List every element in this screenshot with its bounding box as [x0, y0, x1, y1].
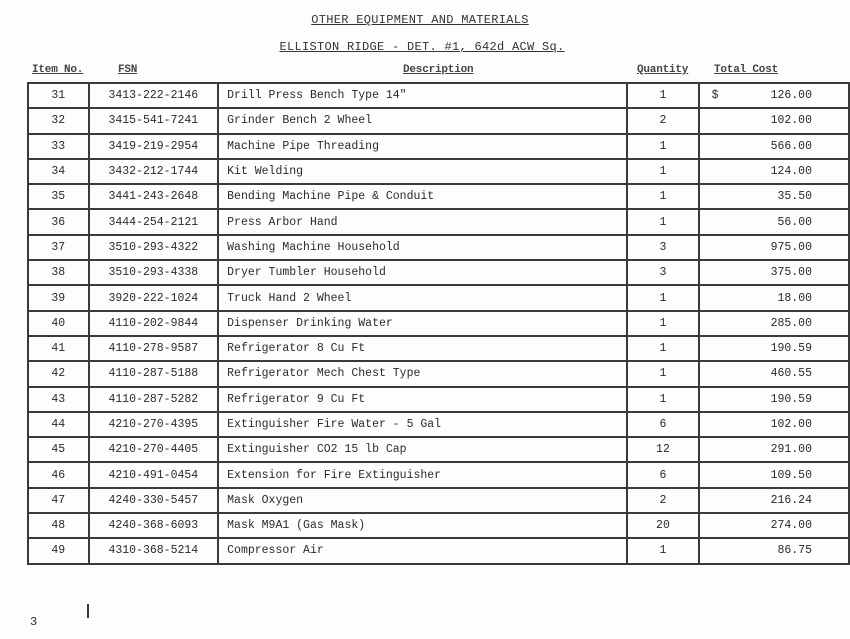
total-cost-cell-text: 566.00	[770, 139, 812, 153]
item-no-cell	[28, 83, 89, 108]
item-no-cell	[28, 361, 89, 386]
fsn-cell-text: 3415-541-7241	[108, 114, 199, 128]
fsn-cell-text: 3413-222-2146	[108, 89, 199, 103]
fsn-cell	[89, 209, 219, 234]
fsn-cell	[89, 513, 219, 538]
description-cell-text: Kit Welding	[227, 165, 304, 179]
fsn-cell	[89, 260, 219, 285]
fsn-cell-text: 4240-368-6093	[108, 519, 199, 533]
description-cell	[218, 134, 627, 159]
item-no-cell	[28, 108, 89, 133]
description-cell-text: Extinguisher Fire Water - 5 Gal	[227, 418, 442, 431]
fsn-cell	[89, 108, 219, 133]
total-cost-cell-text: 274.00	[770, 519, 812, 533]
fsn-cell-text: 4310-368-5214	[108, 544, 199, 558]
description-cell	[218, 209, 627, 234]
item-no-cell-text: 49	[51, 544, 66, 558]
fsn-cell	[89, 184, 219, 209]
item-no-cell-text: 39	[51, 291, 66, 305]
description-cell	[218, 412, 627, 437]
quantity-cell	[627, 387, 698, 412]
total-cost-cell	[699, 134, 849, 159]
description-cell-text: Refrigerator Mech Chest Type	[227, 367, 421, 381]
total-cost-cell-text: 190.59	[770, 342, 812, 356]
description-cell	[218, 336, 627, 361]
item-no-cell-text: 46	[51, 468, 66, 482]
fsn-cell	[89, 387, 219, 412]
column-header-item-no: Item No.	[32, 64, 84, 76]
document-subtitle: ELLISTON RIDGE - DET. #1, 642d ACW Sq.	[279, 40, 565, 54]
fsn-cell-text: 4240-330-5457	[108, 493, 199, 507]
item-no-cell-text: 31	[51, 89, 66, 103]
total-cost-cell	[699, 437, 849, 462]
item-no-cell	[28, 159, 89, 184]
quantity-cell-text: 1	[659, 291, 667, 305]
quantity-cell-text: 1	[659, 165, 667, 179]
fsn-cell	[89, 336, 219, 361]
quantity-cell	[627, 336, 698, 361]
quantity-cell-text: 3	[659, 266, 667, 280]
fsn-cell-text: 4110-287-5188	[108, 367, 199, 381]
description-cell	[218, 260, 627, 285]
description-cell-text: Machine Pipe Threading	[227, 139, 379, 153]
description-cell-text: Dispenser Drinking Water	[227, 316, 393, 330]
quantity-cell	[627, 412, 698, 437]
fsn-cell-text: 3510-293-4338	[108, 266, 199, 280]
description-cell-text: Refrigerator 9 Cu Ft	[227, 392, 366, 406]
quantity-cell-text: 1	[659, 190, 667, 204]
table-row	[28, 336, 849, 361]
quantity-cell-text: 1	[659, 139, 667, 153]
description-cell	[218, 538, 627, 563]
item-no-cell-text: 35	[51, 190, 66, 204]
item-no-cell-text: 37	[51, 240, 66, 254]
quantity-cell	[627, 311, 698, 336]
fsn-cell	[89, 412, 219, 437]
total-cost-cell-text: 124.00	[770, 165, 812, 179]
item-no-cell-text: 36	[51, 215, 66, 229]
fsn-cell	[89, 134, 219, 159]
total-cost-cell	[699, 361, 849, 386]
description-cell	[218, 488, 627, 513]
item-no-cell	[28, 488, 89, 513]
description-cell-text: Refrigerator 8 Cu Ft	[227, 342, 366, 356]
fsn-cell	[89, 488, 219, 513]
description-cell	[218, 513, 627, 538]
table-row	[28, 285, 849, 310]
total-cost-cell-text: 56.00	[777, 215, 812, 229]
fsn-cell	[89, 235, 219, 260]
description-cell-text: Drill Press Bench Type 14"	[227, 89, 407, 103]
total-cost-cell-text: 35.50	[777, 190, 812, 204]
table-row	[28, 361, 849, 386]
total-cost-cell-text: 102.00	[770, 114, 812, 128]
item-no-cell-text: 42	[51, 367, 66, 381]
fsn-cell	[89, 159, 219, 184]
quantity-cell	[627, 538, 698, 563]
table-row	[28, 412, 849, 437]
description-cell-text: Washing Machine Household	[227, 240, 400, 254]
table-row	[28, 538, 849, 563]
quantity-cell	[627, 235, 698, 260]
table-row	[28, 260, 849, 285]
item-no-cell-text: 38	[51, 266, 66, 280]
description-cell-text: Extension for Fire Extinguisher	[227, 468, 442, 482]
fsn-cell-text: 3432-212-1744	[108, 165, 199, 179]
quantity-cell-text: 1	[659, 392, 667, 406]
total-cost-cell-text: 18.00	[777, 291, 812, 305]
total-cost-cell-text: 460.55	[770, 367, 812, 381]
page-number: 3	[30, 615, 38, 629]
table-row	[28, 235, 849, 260]
total-cost-cell-text: 975.00	[770, 240, 812, 254]
total-cost-cell-text: 375.00	[770, 266, 812, 280]
total-cost-cell-text: 109.50	[770, 468, 812, 482]
equipment-table	[27, 82, 850, 565]
table-row	[28, 209, 849, 234]
item-no-cell	[28, 513, 89, 538]
total-cost-cell	[699, 513, 849, 538]
item-no-cell	[28, 184, 89, 209]
quantity-cell-text: 1	[659, 367, 667, 381]
quantity-cell	[627, 134, 698, 159]
column-header-total-cost: Total Cost	[714, 64, 779, 76]
table-row	[28, 311, 849, 336]
quantity-cell-text: 1	[659, 89, 667, 103]
quantity-cell-text: 20	[656, 519, 670, 533]
item-no-cell	[28, 311, 89, 336]
total-cost-cell	[699, 488, 849, 513]
fsn-cell-text: 4210-491-0454	[108, 468, 199, 482]
table-row	[28, 108, 849, 133]
description-cell	[218, 285, 627, 310]
quantity-cell-text: 12	[656, 443, 670, 457]
item-no-cell-text: 33	[51, 139, 66, 153]
total-cost-cell	[699, 311, 849, 336]
quantity-cell	[627, 159, 698, 184]
total-cost-cell-text: 285.00	[770, 316, 812, 330]
item-no-cell	[28, 462, 89, 487]
fsn-cell	[89, 462, 219, 487]
table-row	[28, 134, 849, 159]
description-cell	[218, 361, 627, 386]
total-cost-cell	[699, 387, 849, 412]
total-cost-cell-text: 102.00	[770, 418, 812, 431]
description-cell	[218, 159, 627, 184]
fsn-cell	[89, 83, 219, 108]
total-cost-cell	[699, 336, 849, 361]
fsn-cell-text: 3441-243-2648	[108, 190, 199, 204]
quantity-cell	[627, 83, 698, 108]
table-row	[28, 184, 849, 209]
total-cost-cell	[699, 538, 849, 563]
fsn-cell-text: 3444-254-2121	[108, 215, 199, 229]
quantity-cell-text: 2	[659, 114, 667, 128]
quantity-cell-text: 2	[659, 493, 667, 507]
quantity-cell-text: 1	[659, 316, 667, 330]
fsn-cell	[89, 285, 219, 310]
total-cost-cell	[699, 412, 849, 437]
quantity-cell-text: 6	[659, 468, 667, 482]
quantity-cell	[627, 184, 698, 209]
table-row	[28, 83, 849, 108]
fsn-cell-text: 4110-287-5282	[108, 392, 199, 406]
item-no-cell-text: 43	[51, 392, 66, 406]
fsn-cell-text: 3510-293-4322	[108, 240, 199, 254]
item-no-cell	[28, 235, 89, 260]
description-cell-text: Compressor Air	[227, 544, 324, 558]
quantity-cell-text: 6	[659, 418, 667, 431]
description-cell	[218, 387, 627, 412]
item-no-cell	[28, 209, 89, 234]
description-cell-text: Bending Machine Pipe & Conduit	[227, 190, 435, 204]
description-cell-text: Mask M9A1 (Gas Mask)	[227, 519, 366, 533]
column-header-description: Description	[403, 64, 474, 76]
item-no-cell-text: 48	[51, 519, 66, 533]
total-cost-cell-text: 291.00	[770, 443, 812, 457]
total-cost-cell-text: 86.75	[777, 544, 812, 558]
fsn-cell	[89, 311, 219, 336]
item-no-cell	[28, 260, 89, 285]
column-header-quantity: Quantity	[637, 64, 689, 76]
total-cost-cell	[699, 108, 849, 133]
total-cost-cell-text: 190.59	[770, 392, 812, 406]
quantity-cell-text: 1	[659, 342, 667, 356]
total-cost-cell-text: 216.24	[770, 493, 812, 507]
table-divider	[87, 604, 89, 618]
total-cost-cell-text: 126.00	[770, 89, 812, 103]
fsn-cell-text: 4110-202-9844	[108, 316, 199, 330]
item-no-cell	[28, 437, 89, 462]
item-no-cell-text: 47	[51, 493, 66, 507]
quantity-cell-text: 1	[659, 215, 667, 229]
quantity-cell	[627, 462, 698, 487]
item-no-cell-text: 45	[51, 443, 66, 457]
item-no-cell	[28, 412, 89, 437]
description-cell	[218, 462, 627, 487]
item-no-cell-text: 44	[51, 418, 66, 431]
description-cell	[218, 311, 627, 336]
description-cell	[218, 108, 627, 133]
document-title: OTHER EQUIPMENT AND MATERIALS	[311, 13, 529, 27]
description-cell	[218, 184, 627, 209]
item-no-cell-text: 40	[51, 316, 66, 330]
total-cost-cell	[699, 285, 849, 310]
item-no-cell	[28, 538, 89, 563]
table-row	[28, 387, 849, 412]
item-no-cell	[28, 387, 89, 412]
total-cost-cell	[699, 184, 849, 209]
table-row	[28, 462, 849, 487]
description-cell-text: Press Arbor Hand	[227, 215, 338, 229]
item-no-cell-text: 34	[51, 165, 66, 179]
description-cell-text: Dryer Tumbler Household	[227, 266, 386, 280]
table-row	[28, 159, 849, 184]
table-row	[28, 513, 849, 538]
total-cost-cell	[699, 260, 849, 285]
fsn-cell	[89, 361, 219, 386]
item-no-cell	[28, 336, 89, 361]
quantity-cell-text: 3	[659, 240, 667, 254]
description-cell-text: Grinder Bench 2 Wheel	[227, 114, 373, 128]
quantity-cell	[627, 513, 698, 538]
quantity-cell	[627, 361, 698, 386]
fsn-cell-text: 4210-270-4395	[108, 418, 199, 431]
table-row	[28, 437, 849, 462]
quantity-cell	[627, 488, 698, 513]
quantity-cell-text: 1	[659, 544, 667, 558]
quantity-cell	[627, 260, 698, 285]
description-cell-text: Extinguisher CO2 15 lb Cap	[227, 443, 407, 457]
item-no-cell	[28, 134, 89, 159]
fsn-cell	[89, 437, 219, 462]
total-cost-cell	[699, 159, 849, 184]
item-no-cell-text: 32	[51, 114, 66, 128]
quantity-cell	[627, 285, 698, 310]
total-cost-cell	[699, 209, 849, 234]
fsn-cell-text: 3419-219-2954	[108, 139, 199, 153]
fsn-cell	[89, 538, 219, 563]
column-header-fsn: FSN	[118, 64, 138, 76]
quantity-cell	[627, 437, 698, 462]
table-row	[28, 488, 849, 513]
total-cost-cell	[699, 462, 849, 487]
total-cost-cell	[699, 83, 849, 108]
fsn-cell-text: 4210-270-4405	[108, 443, 199, 457]
description-cell-text: Truck Hand 2 Wheel	[227, 291, 352, 305]
fsn-cell-text: 4110-278-9587	[108, 342, 199, 356]
fsn-cell-text: 3920-222-1024	[108, 291, 199, 305]
description-cell	[218, 83, 627, 108]
currency-symbol: $	[711, 89, 719, 103]
total-cost-cell	[699, 235, 849, 260]
description-cell-text: Mask Oxygen	[227, 493, 304, 507]
quantity-cell	[627, 209, 698, 234]
description-cell	[218, 235, 627, 260]
item-no-cell-text: 41	[51, 342, 66, 356]
description-cell	[218, 437, 627, 462]
item-no-cell	[28, 285, 89, 310]
quantity-cell	[627, 108, 698, 133]
